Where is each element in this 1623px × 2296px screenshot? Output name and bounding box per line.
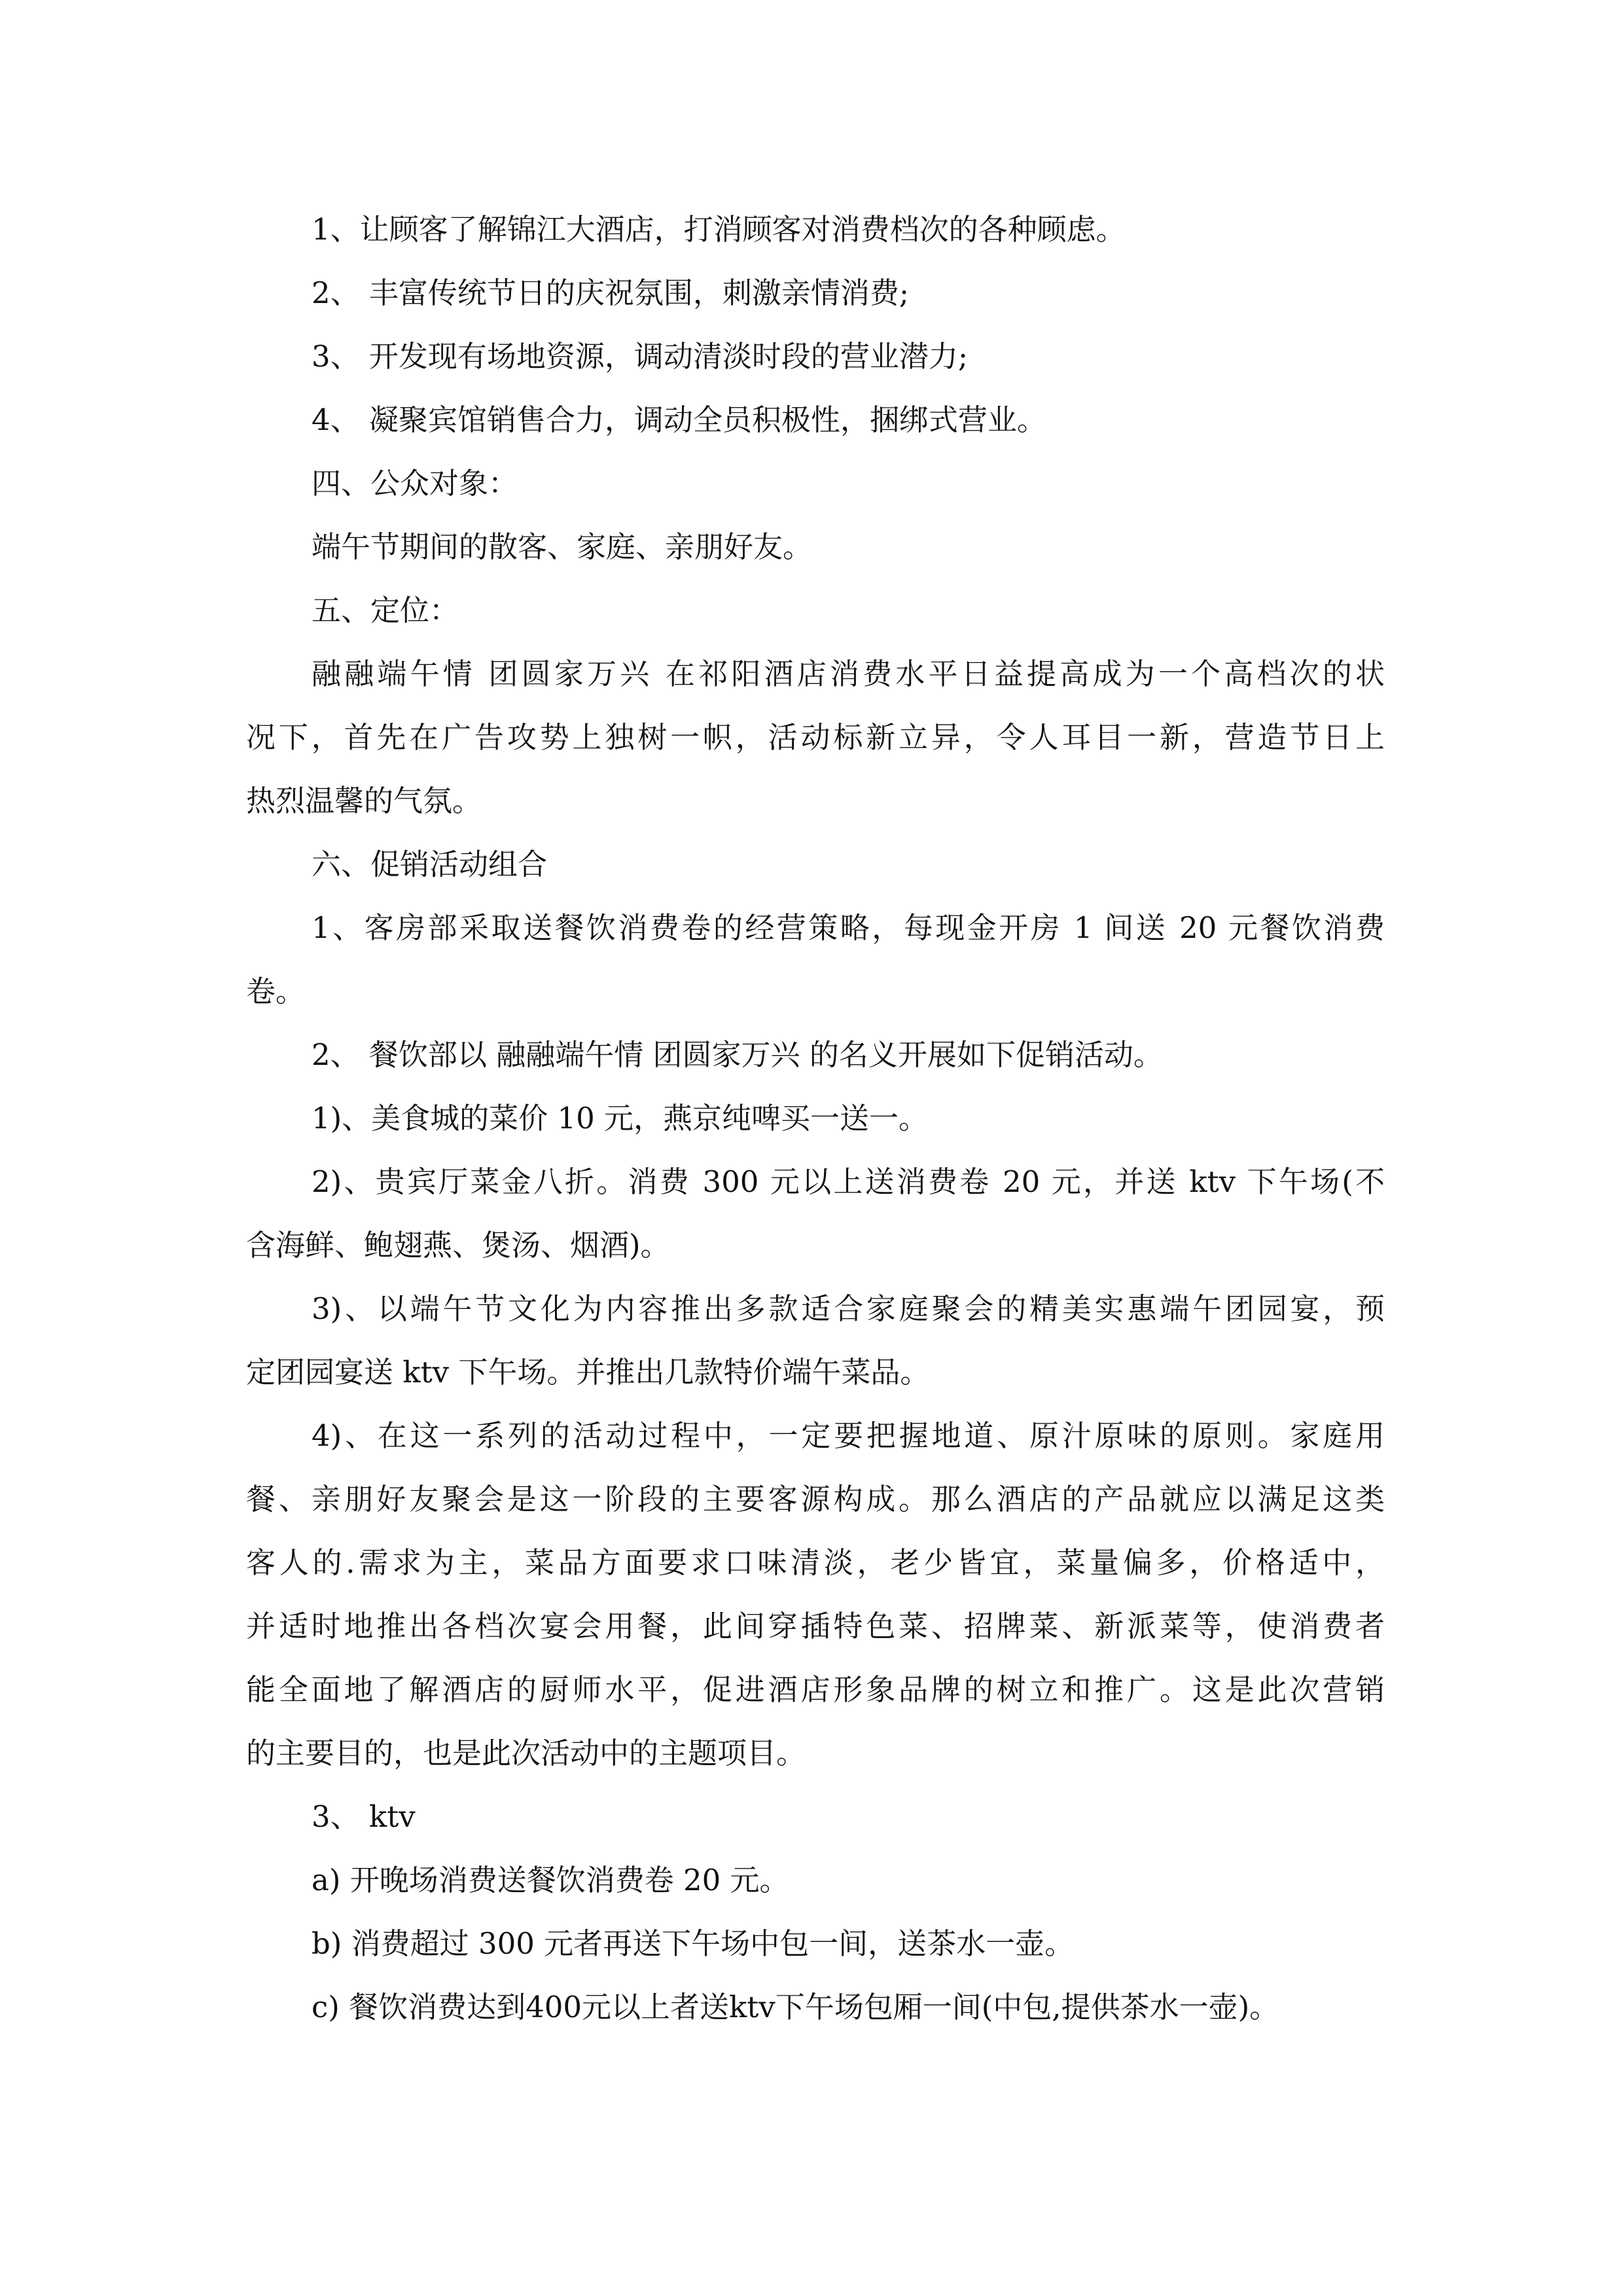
paragraph-line: 2、 丰富传统节日的庆祝氛围，刺激亲情消费; [312, 276, 910, 310]
list-item: a) 开晚场消费送餐饮消费卷 20 元。 [312, 1863, 789, 1897]
paragraph-line: 3、 开发现有场地资源，调动清淡时段的营业潜力; [312, 339, 969, 374]
list-item: c) 餐饮消费达到400元以上者送ktv下午场包厢一间(中包,提供茶水一壶)。 [312, 1990, 1279, 2024]
paragraph-line: 客人的.需求为主，菜品方面要求口味清淡，老少皆宜，菜量偏多，价格适中， [246, 1545, 1385, 1580]
list-item: b) 消费超过 300 元者再送下午场中包一间，送茶水一壶。 [312, 1926, 1075, 1961]
paragraph-line: 1、客房部采取送餐饮消费卷的经营策略，每现金开房 1 间送 20 元餐饮消费 [312, 910, 1385, 945]
paragraph-line: 热烈温馨的气氛。 [246, 783, 482, 818]
section-heading: 五、定位： [312, 593, 459, 628]
paragraph-line: 况下，首先在广告攻势上独树一帜，活动标新立异，令人耳目一新，营造节日上 [246, 720, 1385, 755]
paragraph-line: 定团园宴送 ktv 下午场。并推出几款特价端午菜品。 [246, 1355, 930, 1390]
paragraph-line: 1)、美食城的菜价 10 元，燕京纯啤买一送一。 [312, 1101, 929, 1136]
section-heading: 六、促销活动组合 [312, 847, 548, 882]
section-heading: 四、公众对象： [312, 466, 518, 501]
paragraph-line: 1、让顾客了解锦江大酒店，打消顾客对消费档次的各种顾虑。 [312, 212, 1126, 247]
paragraph-line: 融融端午情 团圆家万兴 在祁阳酒店消费水平日益提高成为一个高档次的状 [312, 656, 1385, 691]
paragraph-line: 2、 餐饮部以 融融端午情 团圆家万兴 的名义开展如下促销活动。 [312, 1037, 1163, 1072]
paragraph-line: 2)、贵宾厅菜金八折。消费 300 元以上送消费卷 20 元，并送 ktv 下午场(不 [312, 1164, 1385, 1199]
paragraph-line: 能全面地了解酒店的厨师水平，促进酒店形象品牌的树立和推广。这是此次营销 [246, 1672, 1385, 1707]
paragraph-line: 3)、以端午节文化为内容推出多款适合家庭聚会的精美实惠端午团园宴，预 [312, 1291, 1385, 1326]
section-heading: 3、 ktv [312, 1799, 416, 1834]
paragraph-line: 4)、在这一系列的活动过程中，一定要把握地道、原汁原味的原则。家庭用 [312, 1418, 1385, 1453]
paragraph-line: 的主要目的，也是此次活动中的主题项目。 [246, 1736, 806, 1770]
paragraph-line: 含海鲜、鲍翅燕、煲汤、烟酒)。 [246, 1228, 670, 1263]
paragraph-line: 4、 凝聚宾馆销售合力，调动全员积极性，捆绑式营业。 [312, 403, 1046, 437]
paragraph-line: 餐、亲朋好友聚会是这一阶段的主要客源构成。那么酒店的产品就应以满足这类 [246, 1482, 1385, 1516]
paragraph-line: 卷。 [246, 974, 306, 1009]
paragraph-line: 端午节期间的散客、家庭、亲朋好友。 [312, 529, 813, 564]
paragraph-line: 并适时地推出各档次宴会用餐，此间穿插特色菜、招牌菜、新派菜等，使消费者 [246, 1609, 1385, 1643]
